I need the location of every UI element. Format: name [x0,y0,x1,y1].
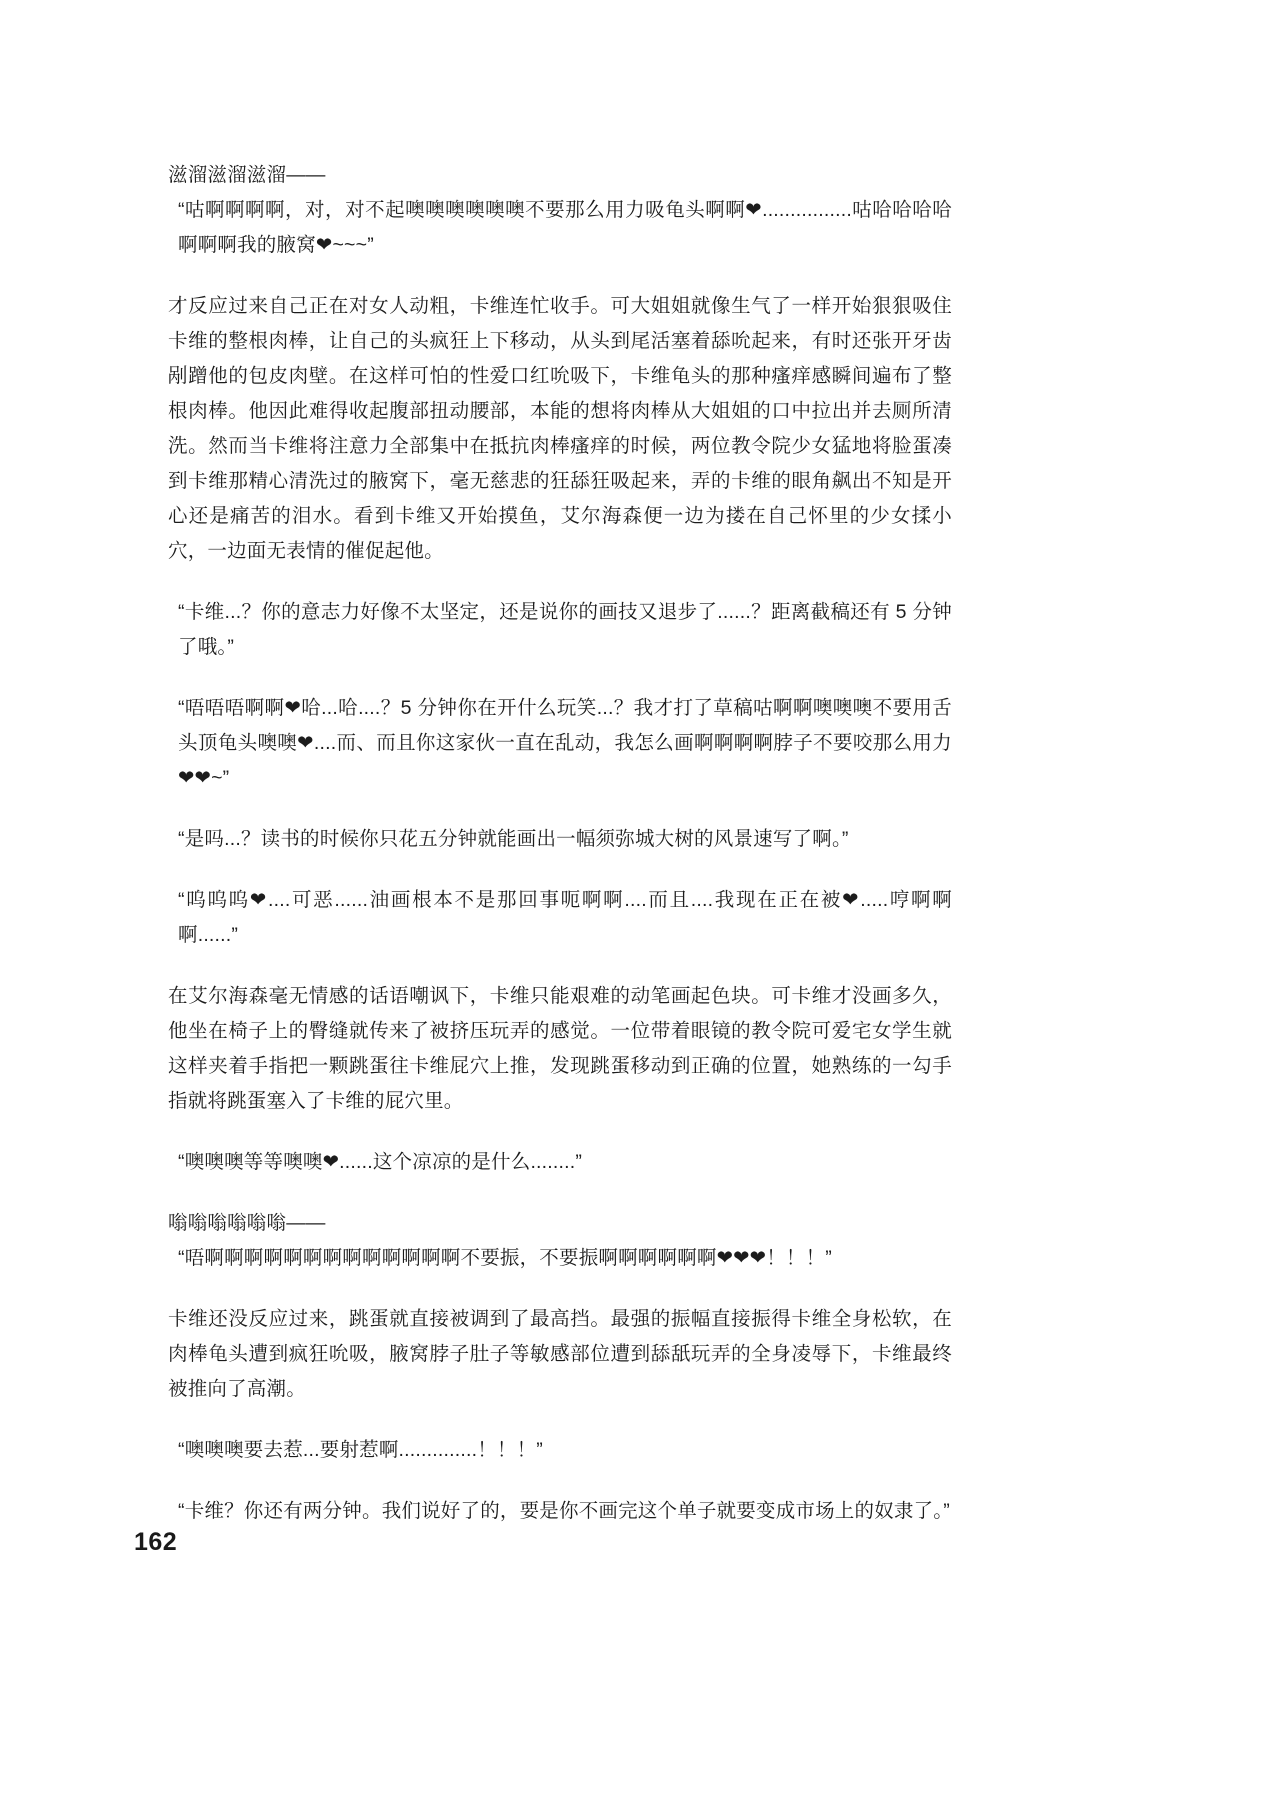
paragraph-dialogue-6: “噢噢噢等等噢噢❤......这个凉凉的是什么........” [178,1151,583,1173]
paragraph-dialogue-8: “噢噢噢要去惹...要射惹啊..............！！！” [178,1439,543,1461]
paragraph-dialogue-5: “呜呜呜❤....可恶......油画根本不是那回事呃啊啊....而且....我现在正在被❤.....哼啊啊啊......” [178,889,952,946]
paragraph-dialogue-3: “唔唔唔啊啊❤哈...哈....？5 分钟你在开什么玩笑...？我才打了草稿咕啊啊噢噢噢不要用舌头顶龟头噢噢❤....而、而且你这家伙一直在乱动，我怎么画啊啊啊啊脖子不要咬那么用力❤❤~” [178,697,952,789]
paragraph-dialogue-1: “咕啊啊啊啊，对，对不起噢噢噢噢噢噢不要那么用力吸龟头啊啊❤................咕哈哈哈哈啊啊啊我的腋窝❤~~~” [178,199,952,256]
paragraph-narration-1: 才反应过来自己正在对女人动粗，卡维连忙收手。可大姐姐就像生气了一样开始狠狠吸住卡维的整根肉棒，让自己的头疯狂上下移动，从头到尾活塞着舔吮起来，有时还张开牙齿剐蹭他的包皮肉壁。在这样可怕的性爱口红吮吸下，卡维龟头的那种瘙痒感瞬间遍布了整根肉棒。他因此难得收起腹部扭动腰部，本能的想将肉棒从大姐姐的口中拉出并去厕所清洗。然而当卡维将注意力全部集中在抵抗肉棒瘙痒的时候，两位教令院少女猛地将脸蛋凑到卡维那精心清洗过的腋窝下，毫无慈悲的狂舔狂吸起来，弄的卡维的眼角飙出不知是开心还是痛苦的泪水。看到卡维又开始摸鱼，艾尔海森便一边为搂在自己怀里的少女揉小穴，一边面无表情的催促起他。 [168,295,952,562]
page-body [168,158,952,1555]
paragraph-dialogue-4: “是吗...？读书的时候你只花五分钟就能画出一幅须弥城大树的风景速写了啊。” [178,828,849,850]
paragraph-narration-2: 在艾尔海森毫无情感的话语嘲讽下，卡维只能艰难的动笔画起色块。可卡维才没画多久，他坐在椅子上的臀缝就传来了被挤压玩弄的感觉。一位带着眼镜的教令院可爱宅女学生就这样夹着手指把一颗跳蛋往卡维屁穴上推，发现跳蛋移动到正确的位置，她熟练的一勾手指就将跳蛋塞入了卡维的屁穴里。 [168,985,952,1112]
paragraph-narration-3: 卡维还没反应过来，跳蛋就直接被调到了最高挡。最强的振幅直接振得卡维全身松软，在肉棒龟头遭到疯狂吮吸，腋窝脖子肚子等敏感部位遭到舔舐玩弄的全身凌辱下，卡维最终被推向了高潮。 [168,1308,952,1400]
paragraph-sfx-2: 嗡嗡嗡嗡嗡嗡—— [168,1212,326,1234]
page-number: 162 [134,1528,178,1556]
paragraph-dialogue-7: “唔啊啊啊啊啊啊啊啊啊啊啊啊啊不要振，不要振啊啊啊啊啊啊❤❤❤！！！” [178,1247,833,1269]
paragraph-dialogue-2: “卡维...？你的意志力好像不太坚定，还是说你的画技又退步了......？距离截稿还有 5 分钟了哦。” [178,601,952,658]
paragraph-dialogue-9: “卡维？你还有两分钟。我们说好了的，要是你不画完这个单子就要变成市场上的奴隶了。” [178,1500,950,1522]
paragraph-sfx-1: 滋溜滋溜滋溜—— [168,164,326,186]
